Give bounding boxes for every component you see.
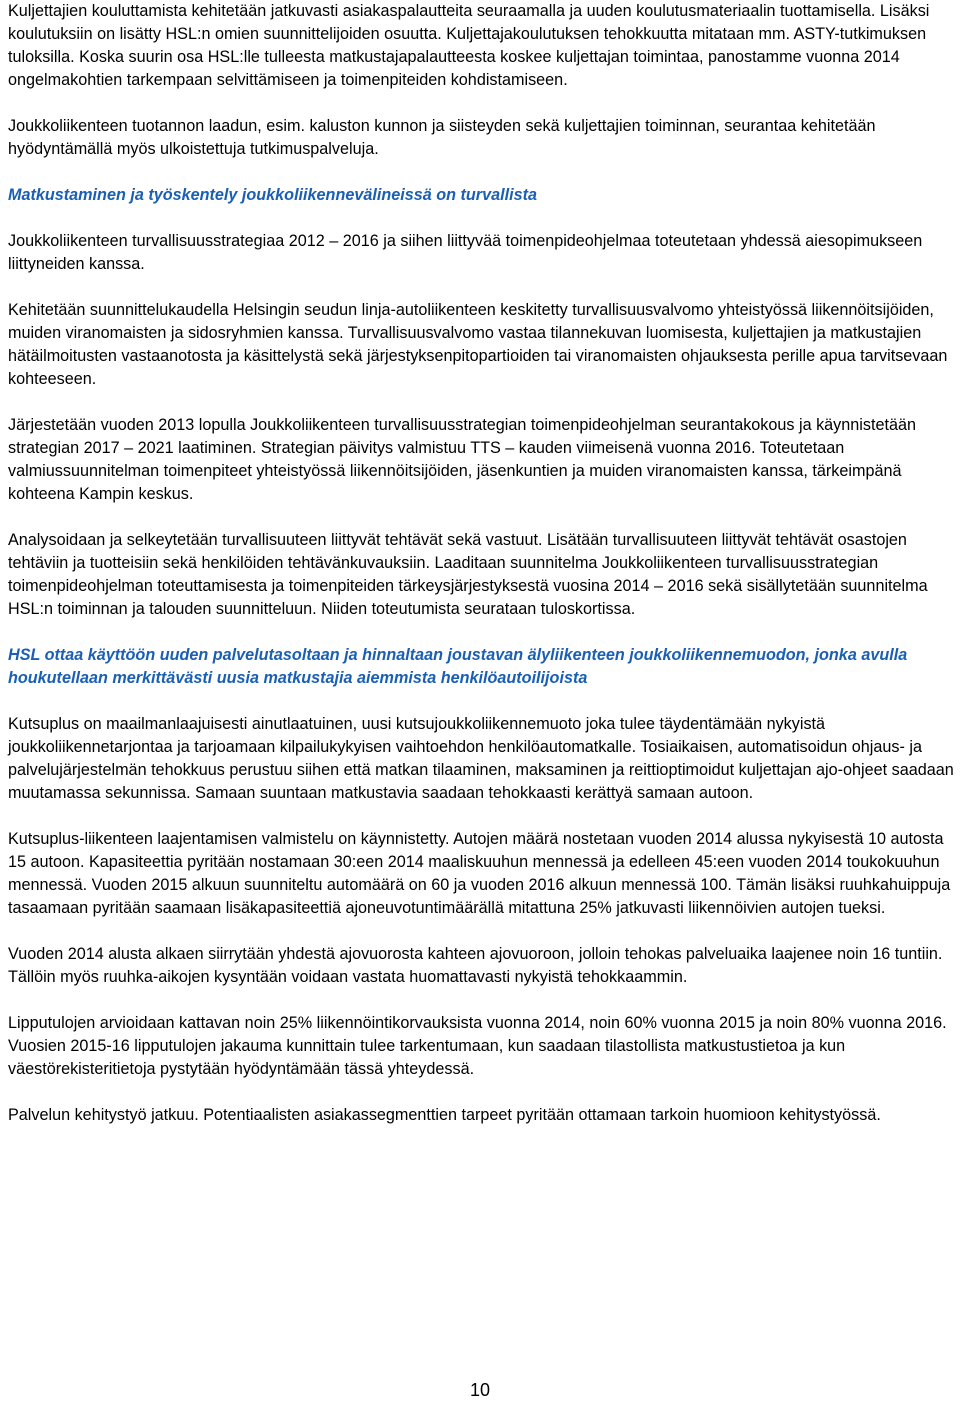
heading-safety: Matkustaminen ja työskentely joukkoliikennevälineissä on turvallista: [8, 186, 537, 204]
paragraph-driver-training: Kuljettajien kouluttamista kehitetään jatkuvasti asiakaspalautteita seuraamalla ja uuden koulutusmateriaalin tuottamisella. Lisäksi koulutuksiin on lisätty HSL:n omien suunnittelijoiden osuutta. Kuljettajakoulutuksen tehokkuutta mitataan mm. ASTY-tutkimuksen tuloksilla. Koska suurin osa HSL:lle tulleesta matkustajapalautteesta koskee kuljettajan toimintaa, panostamme vuonna 2014 ongelmakohtien tarkempaan selvittämiseen ja toimenpiteiden kohdistamiseen.: [8, 2, 930, 89]
paragraph-development: Palvelun kehitystyö jatkuu. Potentiaalisten asiakassegmenttien tarpeet pyritään ottamaan tarkoin huomioon kehitystyössä.: [8, 1106, 881, 1124]
paragraph-production-quality: Joukkoliikenteen tuotannon laadun, esim. kaluston kunnon ja siisteyden sekä kuljettajien toiminnan, seurantaa kehitetään hyödyntämällä myös ulkoistettuja tutkimuspalveluja.: [8, 117, 876, 158]
paragraph-strategy-meeting: Järjestetään vuoden 2013 lopulla Joukkoliikenteen turvallisuusstrategian toimenpideohjelman seurantakokous ja käynnistetään strategian 2017 – 2021 laatiminen. Strategian päivitys valmistuu TTS – kauden viimeisenä vuonna 2016. Toteutetaan valmiussuunnitelman toimenpiteet yhteistyössä liikennöitsijöiden, jäsenkuntien ja muiden viranomaisten kanssa, tärkeimpänä kohteena Kampin keskus.: [8, 416, 916, 503]
paragraph-safety-center: Kehitetään suunnittelukaudella Helsingin seudun linja-autoliikenteen keskitetty turvallisuusvalvomo yhteistyössä liikennöitsijöiden, muiden viranomaisten ja sidosryhmien kanssa. Turvallisuusvalvomo vastaa tilannekuvan luomisesta, kuljettajien ja matkustajien hätäilmoitusten vastaanotosta ja käsittelystä sekä järjestyksenpitopartioiden tai viranomaisten ohjauksesta perille apua tarvitsevaan kohteeseen.: [8, 301, 948, 388]
paragraph-safety-strategy: Joukkoliikenteen turvallisuusstrategiaa 2012 – 2016 ja siihen liittyvää toimenpideohjelmaa toteutetaan yhdessä aiesopimukseen liittyneiden kanssa.: [8, 232, 923, 273]
paragraph-responsibilities: Analysoidaan ja selkeytetään turvallisuuteen liittyvät tehtävät sekä vastuut. Lisätään turvallisuuteen liittyvät tehtävät osastojen tehtäviin ja tuotteisiin sekä henkilöiden tehtävänkuvauksiin. Laaditaan suunnitelma Joukkoliikenteen turvallisuusstrategian toimenpideohjelman toteuttamisesta ja toimenpiteiden tärkeysjärjestyksestä vuosina 2014 – 2016 sekä sisällytetään suunnitelma HSL:n toiminnan ja talouden suunnitteluun. Niiden toteutumista seurataan tuloskortissa.: [8, 531, 928, 618]
document-page: [8, 0, 958, 1127]
paragraph-shifts: Vuoden 2014 alusta alkaen siirrytään yhdestä ajovuorosta kahteen ajovuoroon, jolloin tehokas palveluaika laajenee noin 16 tuntiin. Tällöin myös ruuhka-aikojen kysyntään voidaan vastata huomattavasti nykyistä tehokkaammin.: [8, 945, 943, 986]
paragraph-ticket-revenue: Lipputulojen arvioidaan kattavan noin 25% liikennöintikorvauksista vuonna 2014, noin 60% vuonna 2015 ja noin 80% vuonna 2016. Vuosien 2015-16 lipputulojen jakauma kunnittain tulee tarkentumaan, kun saadaan tilastollista matkustustietoa ja kun väestörekisteritietoja pystytään hyödyntämään tässä yhteydessä.: [8, 1014, 947, 1078]
heading-kutsuplus: HSL ottaa käyttöön uuden palvelutasoltaan ja hinnaltaan joustavan älyliikenteen joukkoliikennemuodon, jonka avulla houkutellaan merkittävästi uusia matkustajia aiemmista henkilöautoilijoista: [8, 646, 908, 687]
paragraph-kutsuplus-expansion: Kutsuplus-liikenteen laajentamisen valmistelu on käynnistetty. Autojen määrä nostetaan vuoden 2014 alussa nykyisestä 10 autosta 15 autoon. Kapasiteettia pyritään nostamaan 30:een 2014 maaliskuuhun mennessä ja edelleen 45:een vuoden 2014 toukokuuhun mennessä. Vuoden 2015 alkuun suunniteltu automäärä on 60 ja vuoden 2016 alkuun mennessä 100. Tämän lisäksi ruuhkahuippuja tasaamaan pyritään saamaan lisäkapasiteettiä ajoneuvotuntimäärällä mitattuna 25% jatkuvasti liikennöivien autojen tueksi.: [8, 830, 951, 917]
paragraph-kutsuplus-intro: Kutsuplus on maailmanlaajuisesti ainutlaatuinen, uusi kutsujoukkoliikennemuoto joka tulee täydentämään nykyistä joukkoliikennetarjontaa ja tarjoamaan kilpailukykyisen vaihtoehdon henkilöautomatkalle. Tosiaikaisen, automatisoidun ohjaus- ja palvelujärjestelmän tehokkuus perustuu siihen että matkan tilaaminen, maksaminen ja reittioptimoidut kuljettajan ajo-ohjeet saadaan muutamassa sekunnissa. Samaan suuntaan matkustavia saadaan tehokkaasti kerättyä samaan autoon.: [8, 715, 954, 802]
page-number: 10: [469, 1380, 491, 1400]
